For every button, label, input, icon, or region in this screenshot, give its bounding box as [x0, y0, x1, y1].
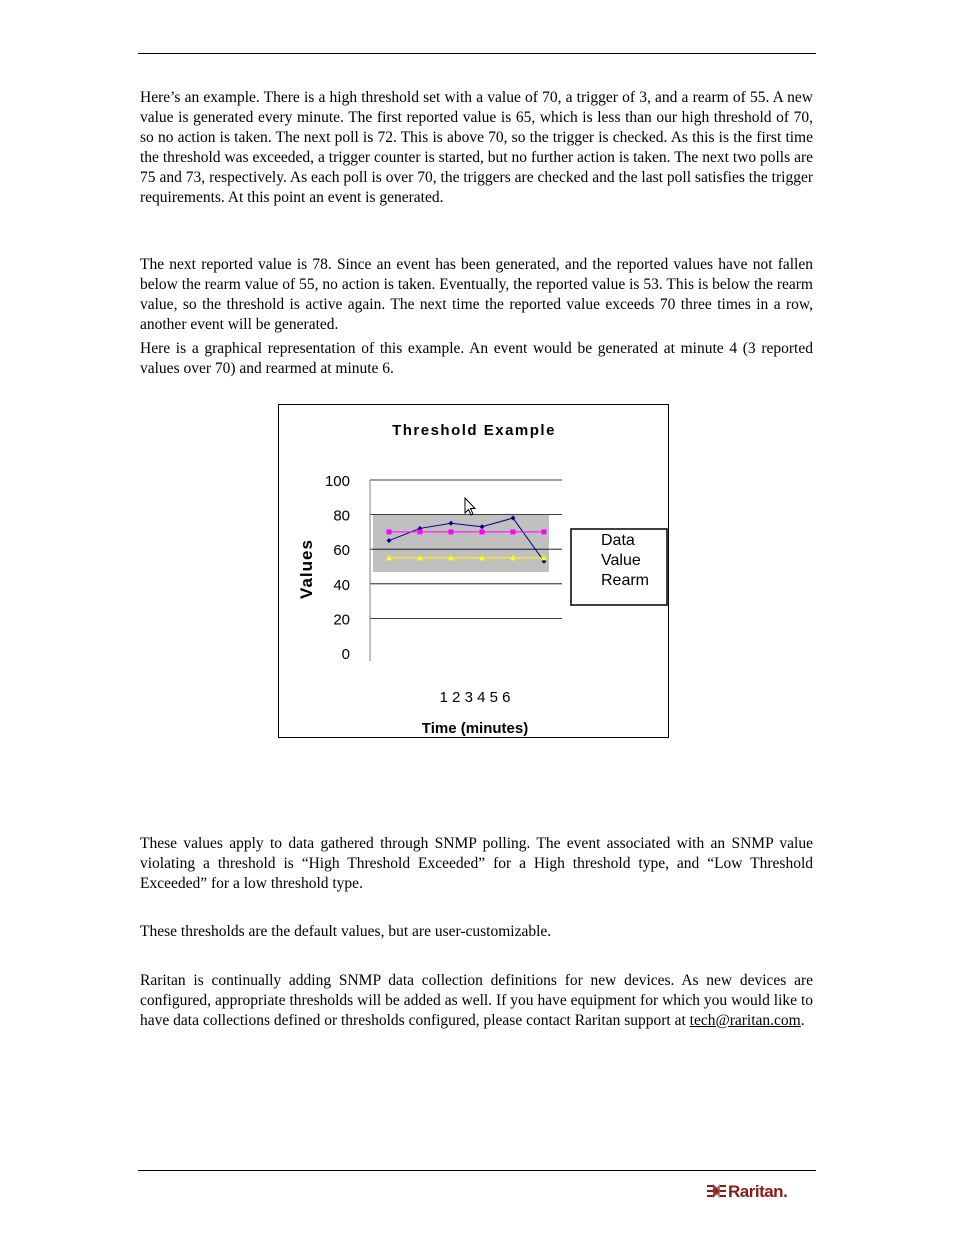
point-value-6 — [542, 529, 547, 534]
paragraph-defaults: These thresholds are the default values, but are user-customizable. — [140, 923, 552, 940]
contact-text-end: . — [800, 1012, 805, 1029]
x-tick-labels: 1 2 3 4 5 6 — [439, 689, 511, 706]
y-tick-60: 60 — [333, 542, 350, 560]
header-rule — [138, 53, 816, 54]
contact-text: Raritan is continually adding SNMP data collection definitions for new devices. As new devices are configured, appropriate thresholds will be added as well. If you have equipment for which you would like to have data collections defined or thresholds configured, please contact Raritan support at — [140, 972, 813, 1029]
threshold-chart — [278, 404, 669, 738]
chart-title: Threshold Example — [392, 422, 556, 439]
y-tick-20: 20 — [333, 611, 350, 629]
paragraph-example: Here’s an example. There is a high threshold set with a value of 70, a trigger of 3, and a rearm of 55. A new value is generated every minute. The first reported value is 65, which is less than our high threshold of 70, so no action is taken. The next poll is 72. This is above 70, so the trigger is checked. As this is the first time the threshold was exceeded, a trigger counter is started, but no further action is taken. The next two polls are 75 and 73, respectively. As each poll is over 70, the triggers are checked and the last poll satisfies the trigger requirements. At this point an event is generated. — [140, 89, 813, 206]
point-value-2 — [418, 529, 423, 534]
x-axis-label: Time (minutes) — [421, 720, 529, 737]
legend-entry-value: Value — [601, 552, 641, 569]
y-tick-0: 0 — [341, 646, 350, 663]
support-email-link[interactable]: tech@raritan.com — [689, 1012, 801, 1029]
chart-svg — [279, 405, 668, 737]
raritan-logo — [706, 1180, 812, 1202]
legend-entry-rearm: Rearm — [601, 572, 650, 589]
paragraph-rearm: The next reported value is 78. Since an event has been generated, and the reported values have not fallen below the rearm value of 55, no action is taken. Eventually, the reported value is 53. This is below the rearm value, so the threshold is active again. The next time the reported value exceeds 70 three times in a row, another event will be generated. — [140, 256, 813, 333]
paragraph-contact — [140, 971, 813, 1031]
y-tick-40: 40 — [333, 576, 350, 594]
point-value-5 — [511, 529, 516, 534]
point-value-4 — [480, 529, 485, 534]
plot-shaded-band — [373, 515, 549, 572]
mouse-cursor-icon — [465, 498, 475, 515]
paragraph-graph-intro: Here is a graphical representation of this example. An event would be generated at minute 4 (3 reported values over 70) and rearmed at minute 6. — [140, 340, 813, 377]
raritan-logo-icon — [706, 1180, 812, 1202]
logo-text: Raritan. — [728, 1182, 788, 1201]
point-value-1 — [387, 529, 392, 534]
y-tick-labels — [325, 473, 350, 663]
footer-rule — [138, 1170, 816, 1171]
legend-entry-data: Data — [601, 532, 635, 549]
y-tick-100: 100 — [324, 473, 350, 490]
y-tick-80: 80 — [333, 507, 350, 525]
paragraph-snmp: These values apply to data gathered through SNMP polling. The event associated with an SNMP value violating a threshold is “High Threshold Exceeded” for a High threshold type, and “Low Threshold Exceeded” for a low threshold type. — [140, 835, 813, 892]
point-value-3 — [449, 529, 454, 534]
y-axis-label: Values — [297, 539, 316, 599]
